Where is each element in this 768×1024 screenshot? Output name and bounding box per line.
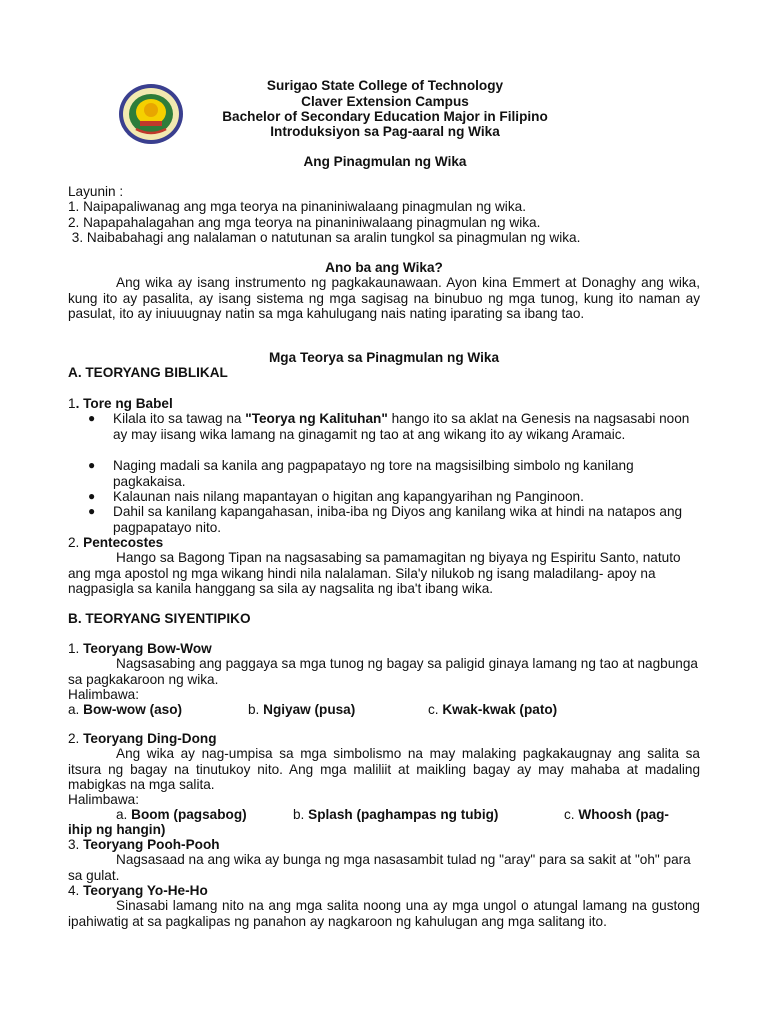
biblikal-heading: A. TEORYANG BIBLIKAL bbox=[68, 365, 228, 380]
poohpooh-number: 3. bbox=[68, 837, 84, 852]
dingdong-example-a bbox=[116, 807, 247, 823]
bullet-icon: ● bbox=[88, 489, 96, 503]
campus-name: Claver Extension Campus bbox=[301, 94, 469, 109]
bullet-text: hango ito sa aklat na Genesis na nagsasabi noon ay may iisang wika lamang na ginagamit ng tao at ang wikang ito ay wikang Aramaic. bbox=[113, 411, 690, 442]
example-label: c. bbox=[564, 807, 579, 822]
siyentipiko-heading: B. TEORYANG SIYENTIPIKO bbox=[68, 611, 251, 626]
bowwow-number: 1. bbox=[68, 641, 84, 656]
example-text: Whoosh (pag- bbox=[578, 807, 669, 822]
bullet-icon: ● bbox=[88, 458, 96, 472]
layunin-item: 3. Naibabahagi ang nalalaman o natutunan sa aralin tungkol sa pinagmulan ng wika. bbox=[68, 230, 581, 245]
yoheho-heading bbox=[68, 883, 700, 899]
bowwow-example-a bbox=[68, 702, 182, 718]
example-text: Boom (pagsabog) bbox=[131, 807, 247, 822]
tore-number: 1 bbox=[68, 396, 76, 411]
ano-heading: Ano ba ang Wika? bbox=[325, 260, 443, 275]
bowwow-title: Teoryang Bow-Wow bbox=[83, 641, 212, 656]
dingdong-example-b bbox=[293, 807, 498, 823]
pentecostes-heading bbox=[68, 535, 700, 551]
teorya-heading: Mga Teorya sa Pinagmulan ng Wika bbox=[268, 350, 500, 365]
bowwow-halimbawa: Halimbawa: bbox=[68, 687, 140, 702]
tore-bullet bbox=[88, 411, 700, 442]
poohpooh-body: Nagsasaad na ang wika ay bunga ng mga nasasambit tulad ng "aray" para sa sakit at "oh" para sa gulat. bbox=[68, 852, 691, 883]
ano-body: Ang wika ay isang instrumento ng pagkakaunawaan. Ayon kina Emmert at Donaghy ang wika, kung ito ay pasalita, ay isang sistema ng mga sagisag na binubuo ng mga tunog, kung ito naman ay pasulat, ito ay iniuuugnay natin sa mga kahulugang nais nating iparating sa ibang tao. bbox=[68, 275, 700, 322]
example-label: a. bbox=[116, 807, 132, 822]
tore-bullet bbox=[88, 504, 700, 535]
bullet-bold-text: "Teorya ng Kalituhan" bbox=[245, 411, 388, 426]
tore-heading bbox=[68, 396, 700, 412]
example-label: a. bbox=[68, 702, 84, 717]
example-label: b. bbox=[248, 702, 264, 717]
layunin-item: 2. Napapahalagahan ang mga teorya na pinaniniwalaang pinagmulan ng wika. bbox=[68, 215, 541, 230]
bullet-text: Naging madali sa kanila ang pagpapatayo ng tore na magsisilbing simbolo ng kanilang pagkakaisa. bbox=[113, 458, 634, 489]
page-title: Ang Pinagmulan ng Wika bbox=[303, 154, 467, 169]
poohpooh-heading bbox=[68, 837, 700, 853]
dingdong-heading bbox=[68, 731, 700, 747]
school-name: Surigao State College of Technology bbox=[266, 78, 504, 93]
dingdong-example-c-cont: ihip ng hangin) bbox=[68, 822, 166, 837]
course-name: Introduksiyon sa Pag-aaral ng Wika bbox=[270, 124, 500, 139]
example-label: c. bbox=[428, 702, 443, 717]
yoheho-title: Teoryang Yo-He-Ho bbox=[83, 883, 208, 898]
layunin-label: Layunin : bbox=[68, 184, 124, 199]
bowwow-example-b bbox=[248, 702, 355, 718]
dingdong-number: 2. bbox=[68, 731, 84, 746]
pentecostes-number: 2. bbox=[68, 535, 84, 550]
bowwow-body: Nagsasabing ang paggaya sa mga tunog ng bagay sa paligid ginaya lamang ng tao at nagbunga sa pagkakaroon ng wika. bbox=[68, 656, 698, 687]
bullet-text: Kalaunan nais nilang mapantayan o higitan ang kapangyarihan ng Panginoon. bbox=[113, 489, 584, 504]
program-name: Bachelor of Secondary Education Major in Filipino bbox=[222, 109, 548, 124]
bowwow-heading bbox=[68, 641, 700, 657]
layunin-item: 1. Naipapaliwanag ang mga teorya na pinaniniwalaang pinagmulan ng wika. bbox=[68, 199, 526, 214]
example-label: b. bbox=[293, 807, 309, 822]
bullet-icon: ● bbox=[88, 411, 96, 425]
example-text: Kwak-kwak (pato) bbox=[442, 702, 558, 717]
tore-bullet bbox=[88, 458, 700, 489]
bowwow-example-c bbox=[428, 702, 557, 718]
tore-title: . Tore ng Babel bbox=[75, 396, 173, 411]
yoheho-body: Sinasabi lamang nito na ang mga salita noong una ay mga ungol o atungal lamang na gustong ipahiwatig at sa pagkalipas ng panahon ay nagkaroon ng kahulugan ang mga salitang ito. bbox=[68, 898, 700, 929]
dingdong-halimbawa: Halimbawa: bbox=[68, 792, 140, 807]
tore-bullet bbox=[88, 489, 700, 505]
yoheho-number: 4. bbox=[68, 883, 84, 898]
bullet-icon: ● bbox=[88, 504, 96, 518]
example-text: Splash (paghampas ng tubig) bbox=[308, 807, 499, 822]
dingdong-body: Ang wika ay nag-umpisa sa mga simbolismo na may malaking pagkakaugnay ang salita sa itsura ng bagay na tinutukoy nito. Ang mga maliliit at maikling bagay ay may mahaba at madaling mabigkas na mga salita. bbox=[68, 746, 700, 793]
dingdong-example-c bbox=[564, 807, 669, 823]
poohpooh-title: Teoryang Pooh-Pooh bbox=[83, 837, 220, 852]
example-text: Bow-wow (aso) bbox=[83, 702, 183, 717]
bullet-text: Dahil sa kanilang kapangahasan, iniba-iba ng Diyos ang kanilang wika at hindi na natapos ang pagpapatayo nito. bbox=[113, 504, 683, 535]
pentecostes-title: Pentecostes bbox=[83, 535, 164, 550]
example-text: Ngiyaw (pusa) bbox=[263, 702, 356, 717]
pentecostes-body: Hango sa Bagong Tipan na nagsasabing sa pamamagitan ng biyaya ng Espiritu Santo, natuto ang mga apostol ng mga wikang hindi nila nalalaman. Sila'y nilukob ng isang maladilang- apoy na nagpasigla sa kanila hanggang sa sila ay nagsalita ng iba't ibang wika. bbox=[68, 550, 681, 597]
bullet-text: Kilala ito sa tawag na bbox=[113, 411, 246, 426]
dingdong-title: Teoryang Ding-Dong bbox=[83, 731, 217, 746]
